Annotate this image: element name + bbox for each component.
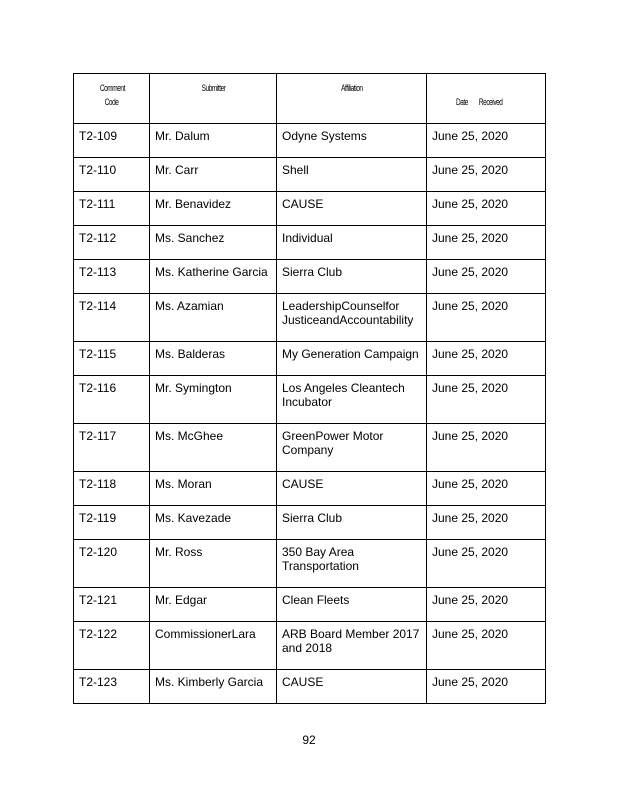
affiliation-cell: Shell <box>277 158 427 192</box>
table-row <box>74 670 546 704</box>
date-received-cell: June 25, 2020 <box>427 226 546 260</box>
submitter-cell: Mr. Dalum <box>150 124 277 158</box>
header-comment-code <box>74 74 150 124</box>
header-affiliation: Affiliation <box>277 74 427 124</box>
comment-code-cell: T2-115 <box>74 342 150 376</box>
submitter-cell: Ms. Sanchez <box>150 226 277 260</box>
affiliation-cell: Los Angeles Cleantech Incubator <box>277 376 427 424</box>
table-row <box>74 424 546 472</box>
table-row <box>74 260 546 294</box>
submitter-cell: Ms. Balderas <box>150 342 277 376</box>
affiliation-cell: Sierra Club <box>277 506 427 540</box>
table-row <box>74 540 546 588</box>
date-received-cell: June 25, 2020 <box>427 376 546 424</box>
submitter-cell: Ms. Kimberly Garcia <box>150 670 277 704</box>
affiliation-cell: My Generation Campaign <box>277 342 427 376</box>
date-received-cell: June 25, 2020 <box>427 294 546 342</box>
date-received-cell: June 25, 2020 <box>427 622 546 670</box>
comment-code-cell: T2-118 <box>74 472 150 506</box>
date-received-cell: June 25, 2020 <box>427 124 546 158</box>
affiliation-cell: ARB Board Member 2017 and 2018 <box>277 622 427 670</box>
table-row <box>74 506 546 540</box>
affiliation-cell: Individual <box>277 226 427 260</box>
submitter-cell: Mr. Symington <box>150 376 277 424</box>
table-row <box>74 192 546 226</box>
affiliation-cell: Odyne Systems <box>277 124 427 158</box>
date-received-cell: June 25, 2020 <box>427 540 546 588</box>
table-row <box>74 622 546 670</box>
submitter-cell: Ms. Kavezade <box>150 506 277 540</box>
comment-code-cell: T2-121 <box>74 588 150 622</box>
table-row <box>74 588 546 622</box>
date-received-cell: June 25, 2020 <box>427 342 546 376</box>
submitter-cell: Ms. Azamian <box>150 294 277 342</box>
comment-code-cell: T2-119 <box>74 506 150 540</box>
affiliation-cell: CAUSE <box>277 670 427 704</box>
date-received-cell: June 25, 2020 <box>427 506 546 540</box>
submitter-cell: Mr. Ross <box>150 540 277 588</box>
table-row <box>74 294 546 342</box>
date-received-cell: June 25, 2020 <box>427 158 546 192</box>
submitter-cell: CommissionerLara <box>150 622 277 670</box>
header-row <box>74 74 546 124</box>
header-submitter: Submitter <box>150 74 277 124</box>
comment-code-cell: T2-116 <box>74 376 150 424</box>
comment-code-cell: T2-122 <box>74 622 150 670</box>
comment-code-cell: T2-123 <box>74 670 150 704</box>
comment-code-cell: T2-114 <box>74 294 150 342</box>
comment-code-cell: T2-112 <box>74 226 150 260</box>
affiliation-cell: LeadershipCounselfor JusticeandAccountability <box>277 294 427 342</box>
date-received-cell: June 25, 2020 <box>427 588 546 622</box>
affiliation-cell: Clean Fleets <box>277 588 427 622</box>
date-received-cell: June 25, 2020 <box>427 192 546 226</box>
table-row <box>74 376 546 424</box>
table-row <box>74 342 546 376</box>
header-comment-label: Comment <box>99 83 125 93</box>
header-code-label: Code <box>105 97 119 107</box>
page-number: 92 <box>302 733 316 747</box>
submitter-cell: Ms. Moran <box>150 472 277 506</box>
submitter-cell: Mr. Edgar <box>150 588 277 622</box>
comments-table <box>73 73 546 704</box>
date-received-cell: June 25, 2020 <box>427 260 546 294</box>
comment-code-cell: T2-109 <box>74 124 150 158</box>
table-row <box>74 472 546 506</box>
comment-code-cell: T2-110 <box>74 158 150 192</box>
header-date-received: Date Received <box>427 74 546 124</box>
affiliation-cell: Sierra Club <box>277 260 427 294</box>
affiliation-cell: CAUSE <box>277 472 427 506</box>
submitter-cell: Ms. Katherine Garcia <box>150 260 277 294</box>
affiliation-cell: CAUSE <box>277 192 427 226</box>
submitter-cell: Ms. McGhee <box>150 424 277 472</box>
submitter-cell: Mr. Carr <box>150 158 277 192</box>
comment-code-cell: T2-111 <box>74 192 150 226</box>
affiliation-cell: 350 Bay Area Transportation <box>277 540 427 588</box>
date-received-cell: June 25, 2020 <box>427 670 546 704</box>
table-row <box>74 226 546 260</box>
affiliation-cell: GreenPower Motor Company <box>277 424 427 472</box>
date-received-cell: June 25, 2020 <box>427 424 546 472</box>
comment-code-cell: T2-113 <box>74 260 150 294</box>
submitter-cell: Mr. Benavidez <box>150 192 277 226</box>
comment-code-cell: T2-117 <box>74 424 150 472</box>
date-received-cell: June 25, 2020 <box>427 472 546 506</box>
table-row <box>74 124 546 158</box>
table-row <box>74 158 546 192</box>
comment-code-cell: T2-120 <box>74 540 150 588</box>
